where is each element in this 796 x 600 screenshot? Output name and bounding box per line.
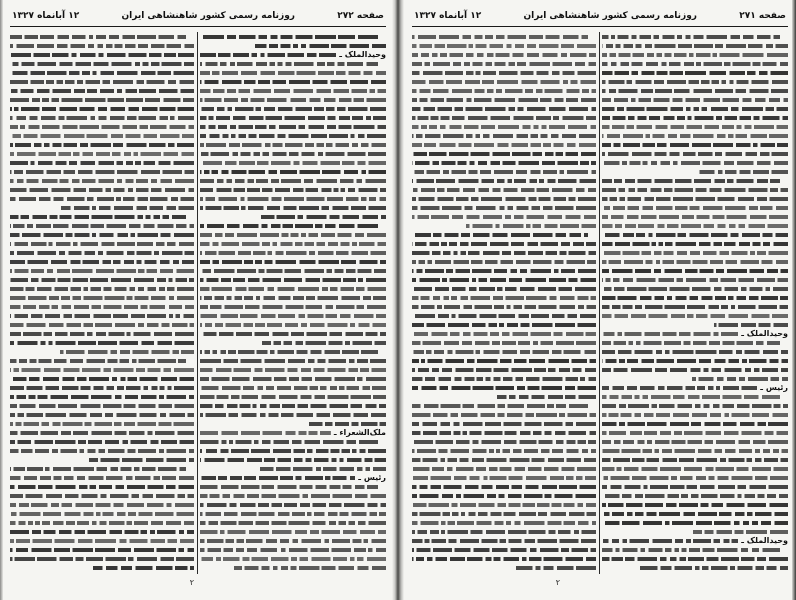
text-line	[412, 455, 596, 464]
text-line	[412, 437, 596, 446]
text-line	[10, 221, 194, 230]
speaker-heading	[602, 536, 788, 545]
text-line	[10, 410, 194, 419]
speaker-name: وحیدالملک ـ	[741, 536, 788, 545]
speaker-name: رئیس ـ	[358, 473, 386, 482]
text-line	[200, 239, 386, 248]
text-line	[10, 41, 194, 50]
text-line	[602, 131, 788, 140]
text-line	[412, 338, 596, 347]
text-line	[200, 176, 386, 185]
text-line	[714, 320, 788, 329]
text-line	[412, 104, 596, 113]
text-line	[200, 365, 386, 374]
text-line	[602, 50, 788, 59]
text-line	[412, 86, 596, 95]
text-line	[200, 329, 386, 338]
text-line	[10, 185, 194, 194]
text-line	[602, 239, 788, 248]
text-line	[412, 473, 596, 482]
text-line	[602, 158, 788, 167]
text-line	[412, 329, 596, 338]
text-line	[309, 419, 386, 428]
text-line	[200, 266, 386, 275]
speaker-heading	[200, 50, 386, 59]
text-line	[412, 203, 596, 212]
text-line	[602, 266, 788, 275]
text-line	[200, 410, 386, 419]
text-line	[602, 338, 780, 347]
text-line	[10, 239, 194, 248]
text-line	[10, 482, 194, 491]
text-line	[10, 473, 194, 482]
text-line	[412, 293, 596, 302]
speaker-heading	[200, 428, 386, 437]
text-line	[602, 212, 788, 221]
text-line	[412, 212, 596, 221]
text-line	[10, 464, 186, 473]
text-line	[10, 77, 194, 86]
text-line	[412, 140, 596, 149]
column-first	[602, 32, 788, 572]
text-line	[10, 140, 194, 149]
text-line	[10, 536, 194, 545]
text-line	[10, 545, 194, 554]
text-line	[200, 437, 378, 446]
text-line	[602, 293, 788, 302]
text-line	[602, 401, 788, 410]
text-line	[10, 104, 194, 113]
text-line	[200, 149, 386, 158]
text-line	[412, 536, 596, 545]
text-line	[412, 500, 596, 509]
text-line	[200, 401, 386, 410]
text-line	[602, 59, 788, 68]
text-line	[200, 32, 378, 41]
text-line	[200, 536, 386, 545]
text-line	[200, 257, 386, 266]
text-line	[200, 122, 386, 131]
header-rule	[412, 26, 788, 27]
text-line	[200, 293, 386, 302]
text-line	[200, 527, 386, 536]
text-line	[10, 518, 194, 527]
text-line	[10, 527, 194, 536]
text-line	[200, 131, 386, 140]
text-line	[200, 86, 386, 95]
text-line	[200, 347, 378, 356]
text-line	[412, 410, 596, 419]
text-line	[10, 365, 194, 374]
text-line	[602, 203, 788, 212]
text-line	[200, 203, 386, 212]
column-rule	[599, 32, 600, 574]
text-line	[10, 122, 194, 131]
text-line	[200, 446, 386, 455]
text-line	[602, 176, 780, 185]
text-line	[412, 311, 596, 320]
text-line	[200, 284, 386, 293]
text-line	[602, 185, 788, 194]
speaker-heading	[602, 329, 788, 338]
text-line	[412, 59, 596, 68]
text-line	[602, 113, 788, 122]
text-line	[412, 284, 596, 293]
text-line	[412, 113, 596, 122]
speaker-heading	[200, 473, 386, 482]
text-line	[602, 149, 788, 158]
text-line	[602, 392, 780, 401]
text-line	[10, 131, 194, 140]
text-line	[602, 545, 780, 554]
text-line	[602, 419, 788, 428]
text-line	[602, 347, 788, 356]
text-line	[602, 140, 788, 149]
text-line	[638, 563, 788, 572]
text-line	[10, 230, 194, 239]
text-line	[89, 455, 194, 464]
text-line	[10, 428, 194, 437]
text-line	[602, 482, 788, 491]
text-line	[412, 509, 596, 518]
text-line	[200, 500, 386, 509]
text-line	[412, 464, 596, 473]
text-line	[602, 95, 788, 104]
text-line	[602, 248, 788, 257]
text-line	[602, 104, 788, 113]
text-line	[10, 374, 194, 383]
page-header	[414, 9, 786, 23]
text-line	[10, 275, 194, 284]
text-line	[10, 446, 194, 455]
text-line	[200, 392, 386, 401]
text-line	[412, 239, 596, 248]
text-line	[412, 230, 588, 239]
text-line	[516, 563, 596, 572]
text-line	[602, 230, 788, 239]
text-line	[412, 95, 596, 104]
text-line	[602, 311, 788, 320]
text-line	[412, 527, 596, 536]
text-line	[602, 491, 788, 500]
text-line	[200, 545, 386, 554]
text-line	[602, 275, 788, 284]
text-line	[93, 563, 194, 572]
text-line	[10, 491, 194, 500]
text-line	[200, 167, 386, 176]
text-line	[200, 554, 386, 563]
text-line	[412, 176, 596, 185]
text-line	[412, 131, 596, 140]
text-line	[412, 167, 596, 176]
text-line	[10, 212, 186, 221]
text-line	[255, 41, 386, 50]
text-line	[412, 257, 596, 266]
page-label: صفحه ۲۷۲	[337, 11, 384, 21]
page-right	[402, 0, 796, 600]
text-line	[10, 86, 194, 95]
text-line	[412, 248, 596, 257]
text-line	[10, 194, 194, 203]
text-line	[10, 509, 194, 518]
speaker-name: وحیدالملک ـ	[741, 329, 788, 338]
text-line	[692, 374, 788, 383]
text-line	[412, 491, 596, 500]
text-line	[10, 176, 194, 185]
text-line	[200, 311, 386, 320]
text-line	[200, 320, 386, 329]
text-line	[602, 356, 788, 365]
text-line	[200, 230, 386, 239]
text-line	[412, 194, 596, 203]
text-line	[200, 50, 336, 59]
text-line	[602, 500, 788, 509]
text-line	[412, 185, 596, 194]
text-line	[200, 248, 386, 257]
text-line	[696, 167, 788, 176]
text-line	[200, 194, 386, 203]
text-line	[412, 347, 596, 356]
text-line	[602, 455, 788, 464]
text-line	[602, 365, 788, 374]
text-line	[10, 311, 194, 320]
text-line	[602, 410, 788, 419]
text-line	[10, 437, 194, 446]
text-line	[200, 482, 378, 491]
text-line	[10, 95, 194, 104]
text-line	[602, 86, 788, 95]
folio-number: ۲	[189, 578, 194, 587]
text-line	[10, 293, 194, 302]
text-line	[602, 194, 788, 203]
text-line	[412, 158, 596, 167]
text-line	[10, 284, 194, 293]
text-line	[602, 437, 788, 446]
text-line	[200, 356, 386, 365]
column-rule	[197, 32, 198, 574]
text-line	[602, 464, 788, 473]
text-line	[200, 509, 386, 518]
text-line	[262, 338, 386, 347]
text-line	[602, 221, 788, 230]
text-line	[10, 401, 194, 410]
text-line	[10, 392, 194, 401]
text-line	[602, 518, 788, 527]
text-line	[602, 68, 788, 77]
text-line	[200, 140, 386, 149]
text-line	[10, 338, 194, 347]
text-line	[10, 356, 186, 365]
text-line	[412, 32, 588, 41]
text-line	[10, 302, 194, 311]
speaker-name: ملک‌الشعراء ـ	[333, 428, 386, 437]
column-second	[412, 32, 596, 572]
text-line	[234, 563, 386, 572]
text-line	[693, 527, 788, 536]
speaker-name: وحیدالملک ـ	[339, 50, 386, 59]
text-line	[602, 473, 788, 482]
text-line	[412, 149, 596, 158]
text-line	[200, 374, 386, 383]
page-header	[12, 9, 384, 23]
page-left	[0, 0, 394, 600]
text-line	[602, 77, 788, 86]
text-line	[200, 113, 386, 122]
text-line	[412, 518, 596, 527]
text-line	[10, 329, 194, 338]
text-line	[412, 419, 596, 428]
text-line	[602, 536, 738, 545]
text-line	[200, 158, 386, 167]
speaker-name: رئیس ـ	[760, 383, 788, 392]
text-line	[412, 50, 596, 59]
text-line	[412, 320, 596, 329]
text-line	[200, 68, 386, 77]
folio-number: ۲	[555, 578, 560, 587]
text-line	[412, 401, 588, 410]
column-first	[200, 32, 386, 572]
text-line	[200, 59, 378, 68]
text-line	[412, 554, 596, 563]
text-line	[10, 248, 194, 257]
text-line	[200, 473, 355, 482]
text-line	[200, 428, 331, 437]
text-line	[200, 77, 386, 86]
page-title: روزنامه رسمی کشور شاهنشاهی ایران	[523, 11, 697, 21]
column-second	[10, 32, 194, 572]
text-line	[602, 122, 788, 131]
text-line	[602, 428, 788, 437]
text-line	[10, 149, 194, 158]
text-line	[261, 212, 386, 221]
text-line	[200, 104, 386, 113]
scan-edge-right	[792, 0, 796, 600]
text-line	[10, 500, 194, 509]
text-line	[10, 554, 194, 563]
text-line	[412, 275, 596, 284]
text-line	[602, 302, 788, 311]
text-line	[412, 77, 596, 86]
text-line	[60, 347, 194, 356]
text-line	[10, 68, 194, 77]
text-line	[602, 446, 788, 455]
text-line	[412, 266, 596, 275]
text-line	[200, 185, 386, 194]
text-line	[61, 203, 194, 212]
text-line	[466, 221, 596, 230]
text-line	[412, 302, 596, 311]
text-line	[200, 455, 386, 464]
text-line	[10, 266, 194, 275]
text-line	[10, 167, 194, 176]
text-line	[412, 383, 596, 392]
page-title: روزنامه رسمی کشور شاهنشاهی ایران	[121, 11, 295, 21]
text-line	[602, 509, 788, 518]
text-line	[10, 419, 194, 428]
text-line	[602, 554, 788, 563]
text-line	[412, 428, 596, 437]
text-line	[602, 41, 788, 50]
text-line	[200, 302, 386, 311]
text-line	[412, 356, 596, 365]
text-line	[497, 392, 596, 401]
text-line	[10, 320, 194, 329]
page-label: صفحه ۲۷۱	[739, 11, 786, 21]
text-line	[10, 32, 186, 41]
header-rule	[10, 26, 386, 27]
text-line	[412, 122, 596, 131]
text-line	[200, 518, 386, 527]
text-line	[10, 59, 194, 68]
text-line	[412, 365, 596, 374]
text-line	[602, 383, 757, 392]
text-line	[10, 50, 194, 59]
text-line	[412, 446, 596, 455]
text-line	[200, 275, 386, 284]
text-line	[200, 491, 386, 500]
page-date: ۱۲ آبانماه ۱۳۲۷	[12, 11, 80, 21]
page-date: ۱۲ آبانماه ۱۳۲۷	[414, 11, 482, 21]
text-line	[412, 68, 596, 77]
text-line	[10, 257, 194, 266]
text-line	[602, 32, 780, 41]
text-line	[260, 464, 386, 473]
text-line	[10, 113, 194, 122]
text-line	[412, 482, 596, 491]
text-line	[602, 329, 738, 338]
text-line	[200, 95, 386, 104]
text-line	[412, 374, 596, 383]
text-line	[602, 284, 788, 293]
text-line	[10, 158, 194, 167]
text-line	[200, 383, 386, 392]
speaker-heading	[602, 383, 788, 392]
text-line	[412, 41, 596, 50]
text-line	[200, 221, 378, 230]
text-line	[412, 545, 596, 554]
text-line	[10, 383, 194, 392]
text-line	[602, 257, 788, 266]
